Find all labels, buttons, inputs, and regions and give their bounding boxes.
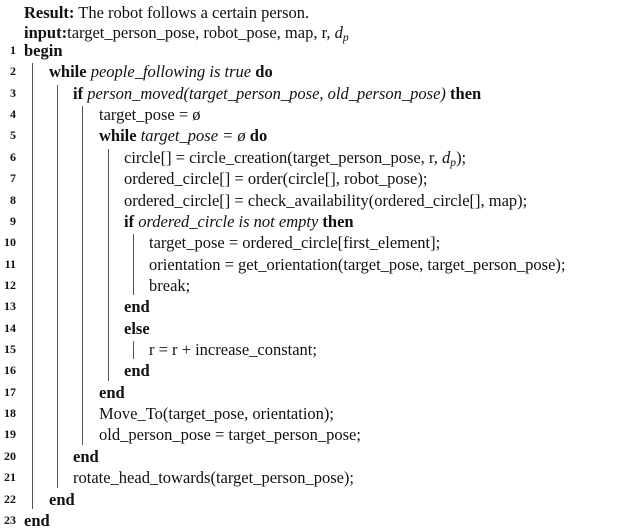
- result-text: The robot follows a certain person.: [78, 3, 310, 22]
- line-text: if person_moved(target_person_pose, old_person_pose) then: [73, 83, 482, 103]
- line-number: 3: [10, 85, 16, 100]
- line-text: end: [24, 510, 50, 530]
- line-text: target_pose = ordered_circle[first_element];: [149, 233, 441, 253]
- line-number: 5: [10, 128, 16, 143]
- line-text: target_pose = ø: [99, 105, 201, 125]
- line-number: 8: [10, 192, 16, 207]
- line-number: 18: [4, 406, 16, 421]
- line-text: break;: [149, 275, 191, 295]
- line-number: 6: [10, 149, 16, 164]
- line-text: old_person_pose = target_person_pose;: [99, 425, 361, 445]
- line-number: 1: [10, 43, 16, 57]
- line-number: 14: [4, 320, 16, 335]
- line-text: Move_To(target_pose, orientation);: [99, 404, 334, 424]
- line-number: 2: [10, 64, 16, 79]
- line-text: else: [124, 318, 150, 338]
- result-label: Result:: [24, 3, 75, 22]
- line-number: 10: [4, 235, 16, 250]
- line-text: if ordered_circle is not empty then: [124, 211, 354, 231]
- line-number: 23: [4, 512, 16, 527]
- line-text: r = r + increase_constant;: [149, 340, 317, 360]
- input-dp-sub: p: [342, 31, 349, 44]
- indent-guide: [82, 106, 83, 445]
- line-text: begin: [24, 41, 63, 60]
- line-number: 17: [4, 384, 16, 399]
- line-number: 11: [4, 256, 16, 271]
- line-text: end: [49, 489, 75, 509]
- line-text: orientation = get_orientation(target_pose, target_person_pose);: [149, 254, 566, 274]
- line-text: end: [73, 446, 99, 466]
- line-text: ordered_circle[] = order(circle[], robot_pose);: [124, 169, 428, 189]
- indent-guide: [133, 341, 134, 359]
- line-number: 21: [4, 470, 16, 485]
- line-text: end: [124, 297, 150, 317]
- line-number: 12: [4, 277, 16, 292]
- input-text: target_person_pose, robot_pose, map, r,: [67, 23, 335, 42]
- indent-guide: [108, 149, 109, 381]
- line-text: rotate_head_towards(target_person_pose);: [73, 468, 355, 488]
- line-number: 16: [4, 363, 16, 378]
- line-number: 4: [10, 107, 16, 122]
- indent-guide: [32, 63, 33, 509]
- line-text: circle[] = circle_creation(target_person_pose, r, $d_p$);: [124, 147, 467, 169]
- input-dp: d: [334, 23, 343, 42]
- line-number: 7: [10, 171, 16, 186]
- line-text: end: [124, 361, 150, 381]
- indent-guide: [57, 85, 58, 488]
- line-text: ordered_circle[] = check_availability(ordered_circle[], map);: [124, 190, 528, 210]
- line-number: 20: [4, 448, 16, 463]
- line-text: while people_following is true do: [49, 62, 273, 82]
- line-number: 19: [4, 427, 16, 442]
- input-label: input:: [24, 23, 68, 42]
- line-text: end: [99, 382, 125, 402]
- line-text: while target_pose = ø do: [99, 126, 268, 146]
- line-number: 22: [4, 491, 16, 506]
- line-number: 15: [4, 342, 16, 357]
- line-number: 13: [4, 299, 16, 314]
- line-number: 9: [10, 213, 16, 228]
- indent-guide: [133, 234, 134, 295]
